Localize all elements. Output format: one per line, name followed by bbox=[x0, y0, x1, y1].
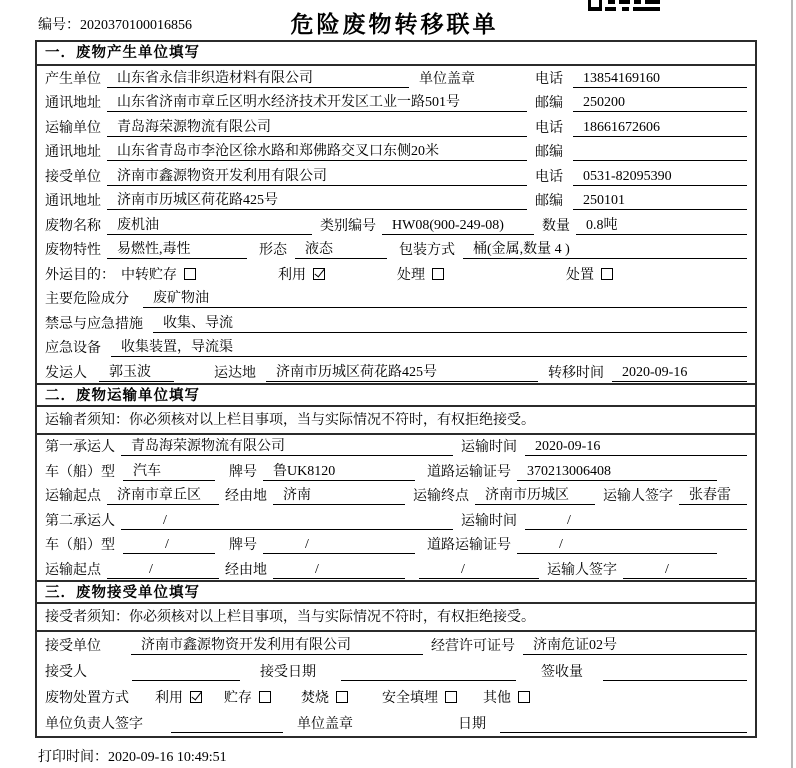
carrier1-origin-label: 运输起点 bbox=[45, 489, 101, 504]
accept-person-value bbox=[132, 680, 240, 681]
print-time-line bbox=[38, 746, 227, 766]
accept-person-row bbox=[37, 658, 755, 684]
carrier1-plate-label: 牌号 bbox=[229, 464, 257, 480]
carrier2-sign-value: / bbox=[623, 562, 747, 579]
receipt-qty-label: 签收量 bbox=[541, 664, 583, 680]
accept-date-value bbox=[341, 680, 516, 681]
checkbox-checked-icon bbox=[313, 268, 325, 280]
waste-traits-value: 易燃性,毒性 bbox=[107, 238, 247, 259]
waste-qty-label: 数量 bbox=[542, 218, 570, 234]
purpose-option-utilize: 利用 bbox=[278, 264, 325, 284]
carrier1-end-value: 济南市历城区 bbox=[475, 484, 595, 505]
carrier1-permit-label: 道路运输证号 bbox=[427, 464, 511, 480]
hazard-value: 废矿物油 bbox=[143, 287, 747, 308]
carrier2-permit-label: 道路运输证号 bbox=[427, 538, 511, 553]
checkbox-icon bbox=[259, 691, 271, 703]
carrier1-permit-value: 370213006408 bbox=[517, 464, 717, 481]
dispatch-row bbox=[37, 360, 755, 385]
emergency-value: 收集、导流 bbox=[153, 312, 747, 333]
producer-row bbox=[37, 66, 755, 91]
checkbox-icon bbox=[336, 691, 348, 703]
manifest-form bbox=[35, 40, 757, 738]
carrier2-time-value: / bbox=[525, 513, 747, 530]
section2-heading: 二．废物运输单位填写 bbox=[37, 383, 755, 407]
print-time-label: 打印时间： bbox=[38, 750, 108, 765]
carrier2-vehicle-label: 车（船）型 bbox=[45, 538, 115, 553]
carrier2-row bbox=[37, 508, 755, 533]
transporter-zip-label: 邮编 bbox=[535, 145, 563, 160]
emergency-row bbox=[37, 311, 755, 336]
page-title: 危险废物转移联单 bbox=[290, 11, 499, 37]
receiver-address-label: 通讯地址 bbox=[45, 194, 101, 209]
destination-value: 济南市历城区荷花路425号 bbox=[266, 361, 538, 382]
unit-seal-label: 单位盖章 bbox=[297, 716, 353, 732]
document-header bbox=[38, 6, 751, 38]
serial-value: 2020370100016856 bbox=[80, 18, 192, 33]
transporter-zip-value bbox=[573, 160, 747, 161]
equipment-value: 收集装置，导流渠 bbox=[111, 336, 747, 357]
receiver-zip-label: 邮编 bbox=[535, 194, 563, 209]
page-edge-divider bbox=[791, 0, 793, 768]
section1-heading: 一．废物产生单位填写 bbox=[37, 42, 755, 66]
disposal-option-incinerate: 焚烧 bbox=[301, 687, 348, 707]
carrier1-time-value: 2020-09-16 bbox=[525, 439, 747, 456]
producer-phone-value: 13854169160 bbox=[573, 71, 747, 88]
carrier1-via-label: 经由地 bbox=[225, 489, 267, 504]
carrier1-plate-value: 鲁UK8120 bbox=[263, 460, 415, 481]
checkbox-icon bbox=[432, 268, 444, 280]
receiver-notice: 接受者须知：你必须核对以上栏目事项，当与实际情况不符时，有权拒绝接受。 bbox=[37, 604, 755, 632]
producer-value: 山东省永信非织造材料有限公司 bbox=[107, 67, 409, 88]
receiver-address-value: 济南市历城区荷花路425号 bbox=[107, 189, 527, 210]
carrier2-plate-value: / bbox=[263, 537, 415, 554]
disposal-label: 废物处置方式 bbox=[45, 690, 129, 706]
carrier1-vehicle-value: 汽车 bbox=[123, 460, 215, 481]
hazard-row bbox=[37, 287, 755, 312]
receiver-label: 接受单位 bbox=[45, 169, 101, 185]
carrier2-name: / bbox=[121, 513, 453, 530]
receiver-zip-value: 250101 bbox=[573, 193, 747, 210]
transporter-address-row bbox=[37, 140, 755, 165]
carrier1-vehicle-label: 车（船）型 bbox=[45, 464, 115, 480]
transporter-row bbox=[37, 115, 755, 140]
carrier2-sign-label: 运输人签字 bbox=[547, 562, 617, 578]
destination-label: 运达地 bbox=[214, 365, 256, 381]
transporter-address-value: 山东省青岛市李沧区徐水路和郑佛路交叉口东侧20米 bbox=[107, 140, 527, 161]
checkbox-icon bbox=[184, 268, 196, 280]
signoff-date-label: 日期 bbox=[458, 716, 486, 732]
waste-category-value: HW08(900-249-08) bbox=[382, 218, 534, 235]
waste-name-row bbox=[37, 213, 755, 238]
waste-traits-row bbox=[37, 238, 755, 263]
receiver-phone-value: 0531-82095390 bbox=[573, 169, 747, 186]
carrier2-end-value: / bbox=[419, 562, 539, 579]
disposal-option-storage: 贮存 bbox=[224, 687, 271, 707]
carrier1-sign-value: 张春雷 bbox=[679, 484, 747, 505]
producer-seal-label: 单位盖章 bbox=[419, 71, 475, 87]
transporter-address-label: 通讯地址 bbox=[45, 145, 101, 160]
carrier1-time-label: 运输时间 bbox=[461, 440, 517, 455]
head-sign-label: 单位负责人签字 bbox=[45, 716, 143, 732]
producer-address-value: 山东省济南市章丘区明水经济技术开发区工业一路501号 bbox=[107, 91, 527, 112]
carrier1-vehicle-row bbox=[37, 459, 755, 484]
receiver-address-row bbox=[37, 189, 755, 214]
carrier2-origin-label: 运输起点 bbox=[45, 562, 101, 578]
carrier2-via-label: 经由地 bbox=[225, 562, 267, 578]
carrier2-vehicle-value: / bbox=[123, 537, 215, 554]
carrier2-permit-value: / bbox=[517, 537, 717, 554]
transporter-phone-label: 电话 bbox=[535, 120, 563, 136]
equipment-label: 应急设备 bbox=[45, 341, 101, 356]
purpose-option-transfer-storage: 中转贮存 bbox=[121, 264, 196, 284]
transporter-value: 青岛海荣源物流有限公司 bbox=[107, 116, 527, 137]
signoff-date-value bbox=[500, 732, 747, 733]
carrier1-sign-label: 运输人签字 bbox=[603, 489, 673, 504]
receiver-row bbox=[37, 164, 755, 189]
dispatcher-value: 郭玉波 bbox=[99, 361, 174, 382]
license-label: 经营许可证号 bbox=[431, 638, 515, 654]
disposal-row bbox=[37, 684, 755, 710]
receiver-phone-label: 电话 bbox=[535, 169, 563, 185]
purpose-option-treat: 处理 bbox=[397, 264, 444, 284]
hazard-label: 主要危险成分 bbox=[45, 292, 129, 307]
transporter-label: 运输单位 bbox=[45, 120, 101, 136]
producer-address-label: 通讯地址 bbox=[45, 96, 101, 111]
carrier2-via-value: / bbox=[273, 562, 405, 579]
packing-label: 包装方式 bbox=[399, 243, 455, 258]
waste-name-value: 废机油 bbox=[107, 214, 312, 235]
checkbox-icon bbox=[601, 268, 613, 280]
producer-phone-label: 电话 bbox=[535, 71, 563, 87]
transfer-time-label: 转移时间 bbox=[548, 365, 604, 381]
waste-form-value: 液态 bbox=[295, 238, 387, 259]
equipment-row bbox=[37, 336, 755, 361]
head-sign-value bbox=[171, 732, 283, 733]
receiver-value: 济南市鑫源物资开发利用有限公司 bbox=[107, 165, 527, 186]
disposal-option-other: 其他 bbox=[483, 687, 530, 707]
dispatcher-label: 发运人 bbox=[45, 365, 87, 381]
purpose-option-dispose: 处置 bbox=[566, 264, 613, 284]
producer-address-row bbox=[37, 91, 755, 116]
accept-person-label: 接受人 bbox=[45, 664, 87, 680]
carrier1-via-value: 济南 bbox=[273, 484, 405, 505]
print-time-value: 2020-09-16 10:49:51 bbox=[108, 750, 227, 765]
serial-label: 编号： bbox=[38, 18, 80, 33]
carrier1-origin-value: 济南市章丘区 bbox=[107, 484, 219, 505]
carrier1-label: 第一承运人 bbox=[45, 440, 115, 455]
checkbox-icon bbox=[518, 691, 530, 703]
accept-unit-value: 济南市鑫源物资开发利用有限公司 bbox=[131, 634, 423, 655]
transporter-notice: 运输者须知：你必须核对以上栏目事项，当与实际情况不符时，有权拒绝接受。 bbox=[37, 407, 755, 435]
section3-heading: 三．废物接受单位填写 bbox=[37, 580, 755, 604]
carrier1-end-label: 运输终点 bbox=[413, 489, 469, 504]
carrier1-route-row bbox=[37, 484, 755, 509]
checkbox-checked-icon bbox=[190, 691, 202, 703]
accept-unit-row bbox=[37, 632, 755, 658]
emergency-label: 禁忌与应急措施 bbox=[45, 316, 143, 332]
waste-form-label: 形态 bbox=[259, 243, 287, 258]
producer-zip-label: 邮编 bbox=[535, 96, 563, 111]
carrier2-route-row bbox=[37, 557, 755, 582]
accept-unit-label: 接受单位 bbox=[45, 638, 101, 654]
checkbox-icon bbox=[445, 691, 457, 703]
transporter-phone-value: 18661672606 bbox=[573, 120, 747, 137]
purpose-row bbox=[37, 262, 755, 287]
license-value: 济南危证02号 bbox=[523, 634, 747, 655]
carrier1-name: 青岛海荣源物流有限公司 bbox=[121, 435, 453, 456]
signoff-row bbox=[37, 710, 755, 736]
accept-date-label: 接受日期 bbox=[260, 664, 316, 680]
disposal-option-utilize: 利用 bbox=[155, 687, 202, 707]
carrier2-vehicle-row bbox=[37, 533, 755, 558]
receipt-qty-value bbox=[603, 680, 747, 681]
disposal-option-landfill: 安全填埋 bbox=[382, 687, 457, 707]
producer-label: 产生单位 bbox=[45, 71, 101, 87]
waste-qty-value: 0.8吨 bbox=[576, 214, 747, 235]
waste-name-label: 废物名称 bbox=[45, 218, 101, 234]
waste-traits-label: 废物特性 bbox=[45, 243, 101, 258]
packing-value: 桶(金属,数量 4 ) bbox=[463, 238, 747, 259]
carrier2-label: 第二承运人 bbox=[45, 513, 115, 529]
carrier2-time-label: 运输时间 bbox=[461, 513, 517, 529]
transfer-time-value: 2020-09-16 bbox=[612, 365, 747, 382]
carrier2-plate-label: 牌号 bbox=[229, 538, 257, 553]
carrier2-origin-value: / bbox=[107, 562, 219, 579]
producer-zip-value: 250200 bbox=[573, 95, 747, 112]
carrier1-row bbox=[37, 435, 755, 460]
waste-category-label: 类别编号 bbox=[320, 218, 376, 234]
purpose-label: 外运目的： bbox=[45, 267, 115, 283]
